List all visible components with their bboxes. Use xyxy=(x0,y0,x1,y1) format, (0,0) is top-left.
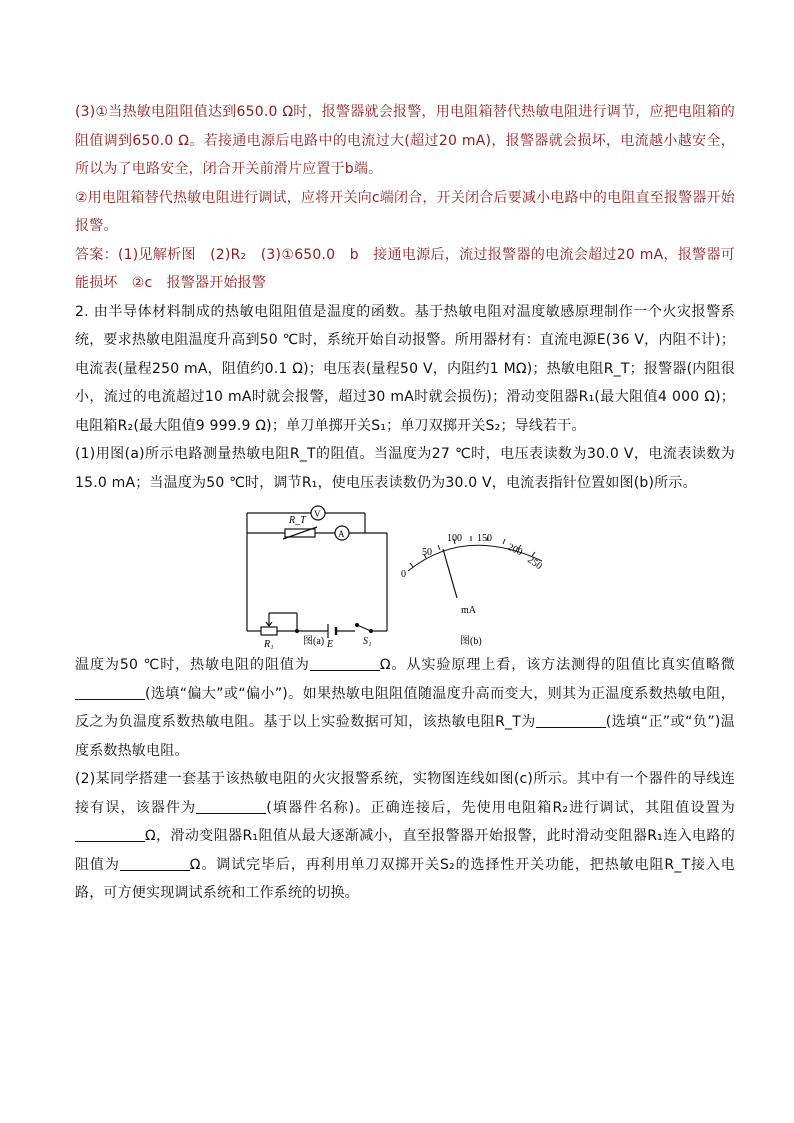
rt-label: R_T xyxy=(289,515,306,526)
circuit-figures xyxy=(75,503,735,650)
question-2-fill-1 xyxy=(75,651,735,765)
circuit-diagram-a xyxy=(247,506,387,638)
switch-label: S₁ xyxy=(363,636,372,647)
answer-blank-5[interactable] xyxy=(75,827,145,842)
fill-text-4: (选填“正”或“负”)温度系数热敏电阻。 xyxy=(75,714,735,759)
part2-text-3: Ω，滑动变阻器R₁阻值从最大逐渐减小，直至报警器开始报警，此时滑动变阻器R₁连入电路的阻值为 xyxy=(75,828,735,873)
tick-0: 0 xyxy=(401,569,406,580)
answer-blank-1[interactable] xyxy=(310,656,380,671)
figure-b-caption: 图(b) xyxy=(460,636,482,647)
question-2-intro: 2. 由半导体材料制成的热敏电阻阻值是温度的函数。基于热敏电阻对温度敏感原理制作一个火灾报警系统，要求热敏电阻温度升高到50 ℃时，系统开始自动报警。所用器材有：直流电源E(36 V，内阻不计)；电流表(量程250 mA，阻值约0.1 Ω)；电压表(量程50 V，内阻约1 MΩ)；热敏电阻R_T；报警器(内阻很小，流过的电流超过10 mA时就会报警，超过30 mA时就会损伤)；滑动变阻器R₁(最大阻值4 000 Ω)；电阻箱R₂(最大阻值9 999.9 Ω)；单刀单掷开关S₁；单刀双掷开关S₂；导线若干。 xyxy=(75,303,735,434)
fill-text-1: 温度为50 ℃时，热敏电阻的阻值为 xyxy=(75,657,310,673)
answer-summary: 答案：(1)见解析图 (2)R₂ (3)①650.0 b 接通电源后，流过报警器的电流会超过20 mA，报警器可能损坏 ②c 报警器开始报警 xyxy=(75,246,735,291)
tick-150: 150 xyxy=(477,533,492,544)
battery-label: E xyxy=(327,639,334,650)
fill-text-3: (选填“偏大”或“偏小”)。如果热敏电阻阻值随温度升高而变大，则其为正温度系数热敏电阻，反之为负温度系数热敏电阻。基于以上实验数据可知，该热敏电阻R_T为 xyxy=(75,685,735,730)
ammeter-dial-b xyxy=(408,536,542,598)
tick-250: 250 xyxy=(525,554,544,573)
part2-text-2: (填器件名称)。正确连接后，先使用电阻箱R₂进行调试，其阻值设置为 xyxy=(266,799,735,816)
tick-200: 200 xyxy=(505,541,524,559)
answer-blank-3[interactable] xyxy=(536,713,606,728)
answer-blank-6[interactable] xyxy=(120,856,190,871)
answer-paragraph-2: ②用电阻箱替代热敏电阻进行调试，应将开关向c端闭合，开关闭合后要减小电路中的电阻直至报警器开始报警。 xyxy=(75,189,735,234)
answer-paragraph-1: (3)①当热敏电阻阻值达到650.0 Ω时，报警器就会报警，用电阻箱替代热敏电阻进行调节，应把电阻箱的阻值调到650.0 Ω。若接通电源后电路中的电流过大(超过20 mA)，报警器就会损坏，电流越小越安全，所以为了电路安全，闭合开关前滑片应置于b端。 xyxy=(75,104,735,177)
fill-text-2: Ω。从实验原理上看，该方法测得的阻值比真实值略微 xyxy=(379,657,736,673)
ammeter-label: A xyxy=(338,529,345,539)
r1-label: R₁ xyxy=(264,639,274,650)
answer-blank-2[interactable] xyxy=(75,685,145,700)
unit-label: mA xyxy=(461,605,476,616)
voltmeter-label: V xyxy=(314,509,321,519)
part2-text-4: Ω。调试完毕后，再利用单刀双掷开关S₂的选择性开关功能，把热敏电阻R_T接入电路，可方便实现调试系统和工作系统的切换。 xyxy=(75,856,735,901)
question-2-part-2 xyxy=(75,765,735,908)
answer-blank-4[interactable] xyxy=(196,799,266,814)
part2-text-1: (2)某同学搭建一套基于该热敏电阻的火灾报警系统，实物图连线如图(c)所示。其中有一个器件的导线连接有误，该器件为 xyxy=(75,771,735,816)
tick-100: 100 xyxy=(447,533,462,544)
document-page xyxy=(75,98,735,908)
figure-a-caption: 图(a) xyxy=(303,636,325,647)
question-2-part-1: (1)用图(a)所示电路测量热敏电阻R_T的阻值。当温度为27 ℃时，电压表读数为30.0 V，电流表读数为15.0 mA；当温度为50 ℃时，调节R₁，使电压表读数仍为30.0 V，电流表指针位置如图(b)所示。 xyxy=(75,446,735,491)
tick-50: 50 xyxy=(422,547,432,558)
circuit-svg xyxy=(75,503,735,650)
